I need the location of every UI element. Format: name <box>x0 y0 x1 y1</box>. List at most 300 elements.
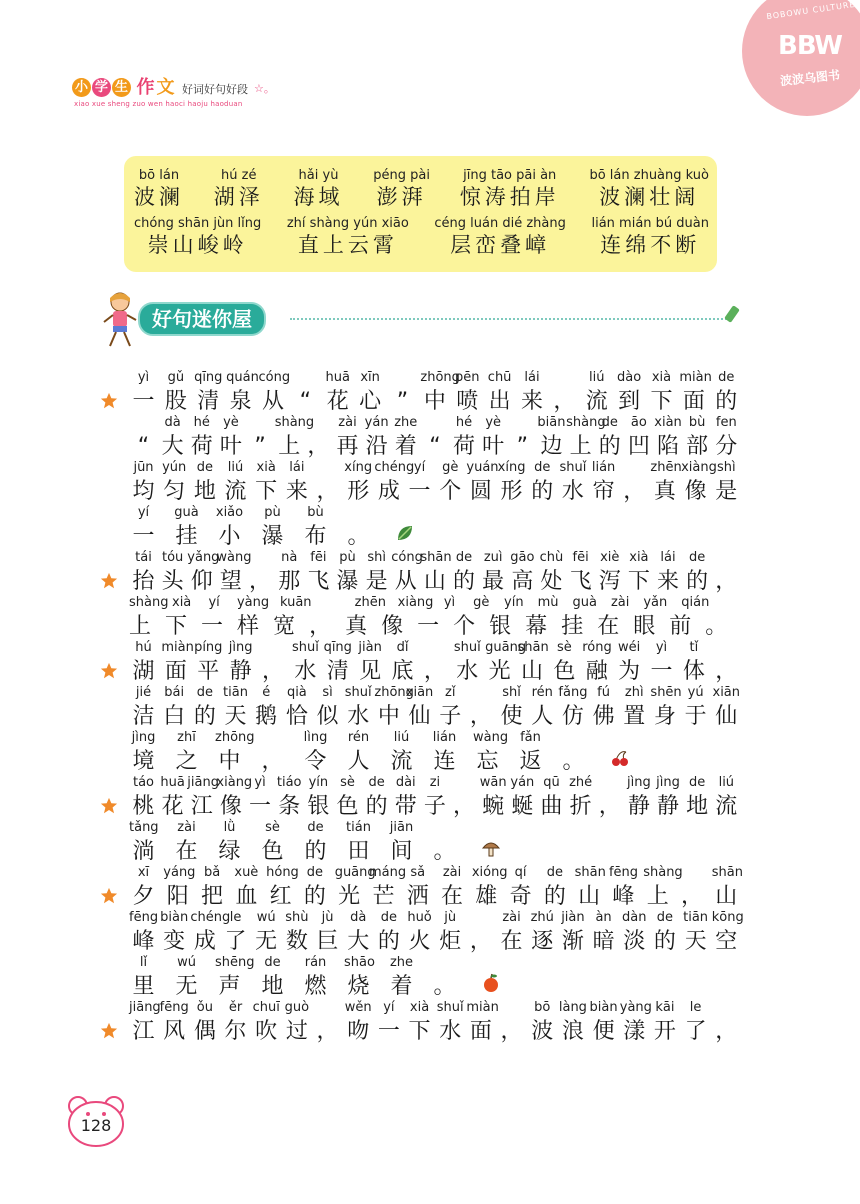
hanzi-char: 陷 <box>657 434 680 459</box>
hanzi-char: 水 <box>294 659 317 684</box>
pinyin-syllable <box>620 460 649 478</box>
pinyin-row <box>129 1000 741 1018</box>
pinyin-syllable: gè <box>473 595 490 610</box>
pinyin-syllable: sè <box>556 640 572 655</box>
pinyin-syllable: gǔ <box>167 370 185 385</box>
pinyin-syllable: zi <box>429 775 441 790</box>
pinyin-syllable: de <box>656 910 674 925</box>
bullet-star-icon <box>100 887 118 905</box>
hanzi-char: ， <box>680 884 703 909</box>
hanzi-row <box>129 478 741 505</box>
pinyin-syllable: yè <box>485 415 502 430</box>
pinyin-syllable: huǒ <box>407 910 432 925</box>
pinyin-syllable: cóng <box>391 550 423 565</box>
hanzi-char: 着 <box>394 434 417 459</box>
pinyin-syllable: jù <box>444 910 457 925</box>
pinyin-row <box>129 820 741 838</box>
vocab-word <box>294 168 344 210</box>
hanzi-char: 流 <box>390 749 413 774</box>
pinyin-syllable: zhì <box>624 685 644 700</box>
hanzi-char: 的 <box>598 434 621 459</box>
hanzi-char: 形 <box>500 479 523 504</box>
pinyin-syllable: cóng <box>258 370 291 385</box>
pinyin-syllable <box>388 370 417 388</box>
hanzi-char: 荷 <box>190 434 213 459</box>
hanzi-char: 流 <box>224 479 247 504</box>
hanzi-char: 是 <box>715 479 738 504</box>
hanzi-char: “ <box>137 434 150 459</box>
hanzi-char: 一 <box>408 479 431 504</box>
hanzi-char: 个 <box>453 614 476 639</box>
pinyin-syllable: hóng <box>266 865 299 880</box>
hanzi-char: ， <box>423 659 446 684</box>
hanzi-char: 面 <box>682 389 705 414</box>
badge-logo: BBW <box>778 31 842 61</box>
pinyin-syllable <box>344 505 373 523</box>
pinyin-syllable: tǎng <box>129 820 159 835</box>
pinyin-syllable: shuǐ <box>453 640 481 655</box>
hanzi-char: 曲 <box>540 794 563 819</box>
pinyin-syllable: shàng <box>129 595 169 610</box>
pinyin-syllable: xiè <box>600 550 620 565</box>
hanzi-char: 在 <box>597 614 620 639</box>
pinyin-syllable: xià <box>651 370 672 385</box>
sentence-line <box>129 595 741 640</box>
page-number: 128 <box>80 1116 112 1135</box>
pinyin-syllable: tái <box>135 550 152 565</box>
sentence-line <box>129 370 741 415</box>
hanzi-char: 漾 <box>623 1019 646 1044</box>
hanzi-char: 条 <box>278 794 301 819</box>
pinyin-syllable: āo <box>630 415 647 430</box>
pinyin-syllable: chuī <box>252 1000 280 1015</box>
pinyin-syllable: shān <box>574 865 606 880</box>
hanzi-char: 仰 <box>190 569 213 594</box>
pinyin-syllable: shù <box>285 910 309 925</box>
pinyin-syllable: biàn <box>160 910 189 925</box>
pinyin-syllable: yí <box>383 1000 395 1015</box>
pinyin-syllable: yún <box>162 460 187 475</box>
pinyin-syllable: shān <box>517 640 549 655</box>
cherry-icon <box>610 748 630 768</box>
pinyin-syllable: liú <box>393 730 410 745</box>
pinyin-syllable <box>323 595 341 613</box>
pinyin-syllable: le <box>229 910 242 925</box>
sentence-line <box>129 1000 741 1045</box>
hanzi-char: 边 <box>540 434 563 459</box>
pinyin-syllable: fú <box>597 685 610 700</box>
pinyin-syllable: shēn <box>650 685 682 700</box>
pinyin-syllable: jiāng <box>187 775 219 790</box>
pinyin-syllable: xiǎo <box>215 505 244 520</box>
pinyin-syllable: jiāng <box>129 1000 161 1015</box>
hanzi-char: 股 <box>164 389 187 414</box>
hanzi-char: 的 <box>531 479 554 504</box>
hanzi-char: 像 <box>219 794 242 819</box>
pinyin-syllable: yí <box>137 505 150 520</box>
hanzi-char: 分 <box>715 434 738 459</box>
hanzi-char: 望 <box>219 569 242 594</box>
pinyin-syllable: huā <box>325 370 350 385</box>
hanzi-char: 挂 <box>175 524 198 549</box>
hanzi-row <box>129 658 741 685</box>
hanzi-char: 飞 <box>307 569 330 594</box>
hanzi-char: 桃 <box>132 794 155 819</box>
hanzi-char: 淌 <box>132 839 155 864</box>
hanzi-char: ， <box>469 929 492 954</box>
vocab-hanzi: 直上云霄 <box>297 233 398 257</box>
pinyin-syllable: kāi <box>655 1000 675 1015</box>
hanzi-char: 沿 <box>365 434 388 459</box>
pinyin-row <box>129 955 741 973</box>
pinyin-syllable: le <box>689 1000 702 1015</box>
hanzi-char: 雄 <box>475 884 498 909</box>
hanzi-char: 境 <box>132 749 155 774</box>
hanzi-char: 中 <box>423 389 446 414</box>
hanzi-char: 体 <box>682 659 705 684</box>
series-subtitle: 好词好句好段 <box>182 82 248 96</box>
hanzi-char: 成 <box>377 479 400 504</box>
pinyin-syllable: xiàng <box>681 460 717 475</box>
pinyin-syllable: qí <box>514 865 527 880</box>
hanzi-char: 静 <box>657 794 680 819</box>
pinyin-syllable: wěn <box>344 1000 372 1015</box>
hanzi-char: 身 <box>653 704 676 729</box>
pinyin-syllable: xīn <box>360 370 380 385</box>
hanzi-char: 下 <box>255 479 278 504</box>
series-char: 学 <box>92 78 111 97</box>
vocab-word <box>591 216 709 258</box>
hanzi-char: 湖 <box>132 659 155 684</box>
sentence-line <box>129 955 741 1000</box>
pinyin-syllable: kuān <box>279 595 312 610</box>
pinyin-syllable: shàng <box>643 865 683 880</box>
pinyin-syllable: qīng <box>323 640 352 655</box>
hanzi-char: ， <box>249 569 272 594</box>
hanzi-char: 佛 <box>592 704 615 729</box>
sentence-line <box>129 730 741 775</box>
publisher-badge <box>742 0 860 116</box>
hanzi-char: 红 <box>269 884 292 909</box>
pinyin-row <box>129 415 741 433</box>
hanzi-char: 下 <box>165 614 188 639</box>
pinyin-syllable: zhōng <box>420 370 460 385</box>
vocab-pinyin: hú zé <box>221 168 257 183</box>
hanzi-char: ， <box>553 389 576 414</box>
hanzi-char: 像 <box>381 614 404 639</box>
hanzi-char: 了 <box>684 1019 707 1044</box>
hanzi-char: 返 <box>519 749 542 774</box>
pinyin-syllable: yì <box>137 370 150 385</box>
pinyin-syllable: shān <box>420 550 452 565</box>
pinyin-syllable: xiān <box>712 685 741 700</box>
hanzi-char: 水 <box>347 704 370 729</box>
pinyin-syllable: chū <box>487 370 512 385</box>
vocabulary-row <box>134 216 709 258</box>
hanzi-char: 的 <box>303 884 326 909</box>
vocab-word <box>373 168 430 210</box>
vocab-pinyin: chóng shān jùn lǐng <box>134 216 262 231</box>
hanzi-char: 色 <box>336 794 359 819</box>
pinyin-syllable: rén <box>347 730 370 745</box>
hanzi-char: ， <box>469 704 492 729</box>
pinyin-syllable: fēi <box>310 550 327 565</box>
hanzi-char: 的 <box>304 839 327 864</box>
pinyin-syllable: jié <box>135 685 152 700</box>
hanzi-char: 瀑 <box>261 524 284 549</box>
pinyin-row <box>129 865 741 883</box>
hanzi-char: 的 <box>715 389 738 414</box>
pinyin-syllable: nà <box>281 550 298 565</box>
pinyin-syllable: dàn <box>622 910 647 925</box>
pinyin-syllable: shuǐ <box>436 1000 464 1015</box>
hanzi-row <box>129 1018 741 1045</box>
pinyin-syllable: làng <box>558 1000 587 1015</box>
hanzi-char: 仙 <box>408 704 431 729</box>
hanzi-char: 清 <box>197 389 220 414</box>
pinyin-syllable: tiáo <box>276 775 302 790</box>
hanzi-char: 大 <box>161 434 184 459</box>
pinyin-syllable: sì <box>322 685 333 700</box>
hanzi-char: 样 <box>237 614 260 639</box>
vocab-hanzi: 波澜壮阔 <box>599 185 700 209</box>
pinyin-syllable: yì <box>254 775 266 790</box>
pinyin-syllable: kōng <box>711 910 744 925</box>
pinyin-syllable: shēng <box>215 955 255 970</box>
hanzi-char: 令 <box>304 749 327 774</box>
hanzi-char: 泻 <box>598 569 621 594</box>
sentence-line <box>129 820 741 865</box>
hanzi-char: ， <box>261 749 284 774</box>
pinyin-syllable: yàng <box>236 595 270 610</box>
hanzi-row <box>129 703 741 730</box>
hanzi-char: 流 <box>715 794 738 819</box>
hanzi-char: 的 <box>653 929 676 954</box>
pinyin-syllable: de <box>306 865 324 880</box>
hanzi-char: 从 <box>394 569 417 594</box>
pinyin-syllable: shàng <box>566 415 606 430</box>
vocabulary-row <box>134 168 709 210</box>
pinyin-syllable: fǎn <box>520 730 541 745</box>
hanzi-char: 浪 <box>561 1019 584 1044</box>
pinyin-syllable: zhe <box>389 955 414 970</box>
pinyin-syllable: miàn <box>679 370 712 385</box>
pinyin-row <box>129 775 741 793</box>
hanzi-char: 连 <box>433 749 456 774</box>
hanzi-char: 幕 <box>525 614 548 639</box>
hanzi-char: 再 <box>336 434 359 459</box>
hanzi-char: ， <box>453 794 476 819</box>
pinyin-syllable: zǐ <box>445 685 456 700</box>
pinyin-syllable <box>430 955 459 973</box>
series-char: 生 <box>112 78 131 97</box>
vocab-hanzi: 波澜 <box>134 185 184 209</box>
pinyin-syllable <box>246 415 275 433</box>
hanzi-char: 吹 <box>255 1019 278 1044</box>
hanzi-char: 风 <box>163 1019 186 1044</box>
hanzi-char: 鹅 <box>255 704 278 729</box>
pinyin-syllable <box>466 685 495 703</box>
pinyin-syllable: zhe <box>394 415 418 430</box>
pencil-icon <box>724 305 740 323</box>
hanzi-char: 水 <box>439 1019 462 1044</box>
pinyin-syllable: de <box>455 550 473 565</box>
pinyin-row <box>129 730 741 748</box>
pinyin-syllable: wú <box>177 955 196 970</box>
mushroom-icon <box>481 838 501 858</box>
hanzi-char: 变 <box>163 929 186 954</box>
pinyin-syllable: bǎ <box>203 865 221 880</box>
vocab-hanzi: 海域 <box>293 185 344 209</box>
pinyin-syllable: dà <box>164 415 181 430</box>
vocab-pinyin: hǎi yù <box>298 168 339 183</box>
hanzi-char: 无 <box>175 974 198 999</box>
hanzi-char: 燃 <box>304 974 327 999</box>
pinyin-syllable: de <box>718 370 735 385</box>
hanzi-char: 烧 <box>347 974 370 999</box>
pinyin-syllable: tián <box>346 820 371 835</box>
hanzi-char: 流 <box>585 389 608 414</box>
hanzi-char: 的 <box>193 704 216 729</box>
hanzi-char: 最 <box>482 569 505 594</box>
pinyin-syllable: jiān <box>389 820 414 835</box>
hanzi-char: 偶 <box>193 1019 216 1044</box>
hanzi-char: 逐 <box>531 929 554 954</box>
pinyin-syllable: liú <box>589 370 605 385</box>
pinyin-row <box>129 640 741 658</box>
pinyin-syllable: yì <box>655 640 668 655</box>
pinyin-syllable <box>678 865 707 883</box>
hanzi-char: 恰 <box>285 704 308 729</box>
pinyin-syllable: liú <box>718 775 735 790</box>
sentence-line <box>129 460 741 505</box>
pinyin-syllable: de <box>689 775 706 790</box>
hanzi-char: ， <box>715 1019 738 1044</box>
pinyin-syllable: xióng <box>471 865 508 880</box>
pinyin-syllable: yí <box>208 595 220 610</box>
hanzi-row <box>129 568 741 595</box>
pinyin-syllable: biān <box>537 415 566 430</box>
hanzi-char: 光 <box>338 884 361 909</box>
pinyin-syllable: wàng <box>473 730 509 745</box>
hanzi-char: 洒 <box>406 884 429 909</box>
pinyin-syllable: de <box>601 415 618 430</box>
vocab-hanzi: 连绵不断 <box>600 233 701 257</box>
pinyin-syllable: pēn <box>455 370 480 385</box>
hanzi-char: 底 <box>391 659 414 684</box>
hanzi-char: 处 <box>540 569 563 594</box>
pinyin-syllable <box>246 550 275 568</box>
pinyin-syllable: xiān <box>405 685 434 700</box>
hanzi-char: 田 <box>347 839 370 864</box>
pinyin-syllable: xià <box>629 550 649 565</box>
vocab-pinyin: bō lán <box>138 168 180 183</box>
pinyin-syllable: shān <box>711 865 743 880</box>
pinyin-syllable: miàn <box>161 640 194 655</box>
hanzi-char: 峰 <box>612 884 635 909</box>
hanzi-char: 一 <box>249 794 272 819</box>
hanzi-char: 花 <box>161 794 184 819</box>
pinyin-row <box>129 505 741 523</box>
pinyin-syllable: shàng <box>274 415 315 430</box>
hanzi-char: 大 <box>347 929 370 954</box>
hanzi-char: 银 <box>307 794 330 819</box>
bullet-star-icon <box>100 797 118 815</box>
sentence-line <box>129 685 741 730</box>
pinyin-syllable: lǜ <box>223 820 236 835</box>
hanzi-char: 的 <box>543 884 566 909</box>
pinyin-syllable <box>559 730 588 748</box>
pinyin-syllable: jìng <box>131 730 156 745</box>
hanzi-char: 成 <box>193 929 216 954</box>
hanzi-char: 忘 <box>476 749 499 774</box>
hanzi-char: ， <box>307 434 330 459</box>
hanzi-char: 布 <box>304 524 327 549</box>
vocab-word <box>287 216 409 258</box>
hanzi-char: 荷 <box>453 434 476 459</box>
pinyin-syllable: zài <box>442 865 462 880</box>
hanzi-char: 山 <box>520 659 543 684</box>
vocab-pinyin: jīng tāo pāi àn <box>463 168 557 183</box>
pinyin-syllable <box>497 1000 526 1018</box>
hanzi-char: 一 <box>132 389 155 414</box>
hanzi-char: 的 <box>377 929 400 954</box>
hanzi-char: 之 <box>175 749 198 774</box>
pinyin-syllable: bù <box>688 415 706 430</box>
hanzi-char: 阳 <box>166 884 189 909</box>
hanzi-char: 光 <box>488 659 511 684</box>
vocab-word <box>134 216 261 258</box>
pinyin-syllable: dà <box>350 910 367 925</box>
sentence-line <box>129 910 744 955</box>
hanzi-row <box>129 928 741 955</box>
series-char: 小 <box>72 78 91 97</box>
bullet-star-icon <box>100 392 118 410</box>
pinyin-syllable: de <box>534 460 551 475</box>
pinyin-row <box>129 550 741 568</box>
pinyin-syllable: lián <box>591 460 616 475</box>
vocab-hanzi: 崇山峻岭 <box>147 233 248 257</box>
hanzi-char: 一 <box>132 524 155 549</box>
section-divider <box>290 318 730 320</box>
pinyin-syllable <box>712 550 741 568</box>
pinyin-syllable <box>304 415 333 433</box>
hanzi-char: 地 <box>193 479 216 504</box>
hanzi-char: 天 <box>684 929 707 954</box>
hanzi-char: ， <box>500 1019 523 1044</box>
pinyin-syllable: jiàn <box>358 640 382 655</box>
hanzi-char: 在 <box>500 929 523 954</box>
hanzi-char: 置 <box>623 704 646 729</box>
hanzi-char: 瀑 <box>336 569 359 594</box>
hanzi-char: 凹 <box>627 434 650 459</box>
pinyin-syllable <box>129 415 158 433</box>
pinyin-syllable: huā <box>160 775 185 790</box>
pinyin-syllable: lìng <box>303 730 328 745</box>
pinyin-syllable <box>313 460 342 478</box>
pinyin-syllable: xià <box>172 595 192 610</box>
hanzi-row <box>129 523 741 550</box>
hanzi-char: 像 <box>684 479 707 504</box>
hanzi-row <box>129 388 741 415</box>
pinyin-syllable: tiān <box>223 685 248 700</box>
vocab-word <box>134 168 184 210</box>
hanzi-char: 。 <box>705 614 728 639</box>
pinyin-syllable: dǐ <box>396 640 409 655</box>
vocab-pinyin: péng pài <box>373 168 430 183</box>
pinyin-syllable: zhú <box>530 910 554 925</box>
bullet-star-icon <box>100 662 118 680</box>
